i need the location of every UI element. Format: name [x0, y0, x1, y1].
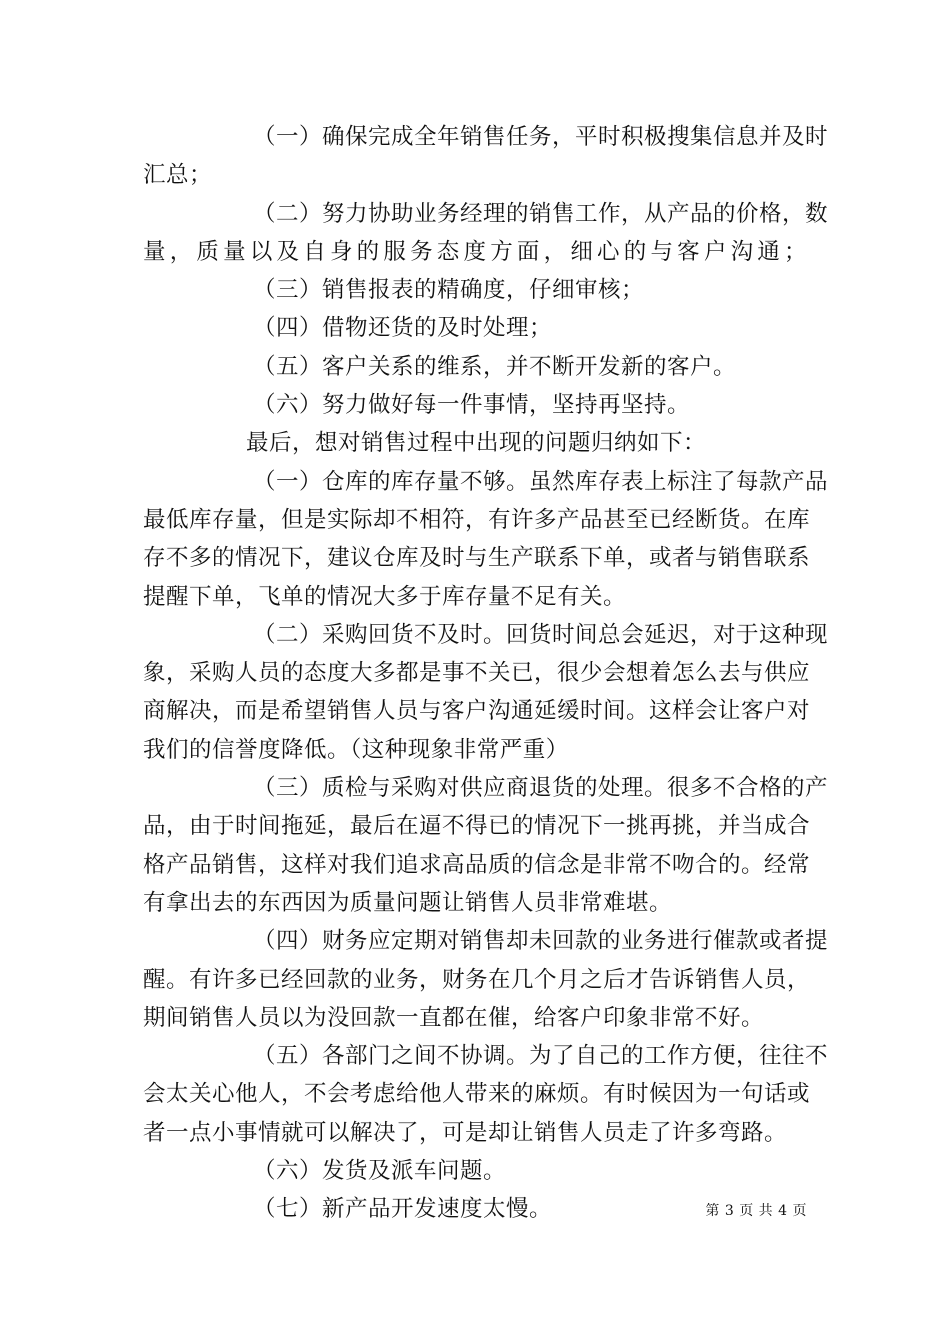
text-line: （六）努力做好每一件事情，坚持再坚持。 [253, 392, 691, 419]
text-line: 会太关心他人，不会考虑给他人带来的麻烦。有时候因为一句话或 [143, 1081, 811, 1108]
text-line: （五）各部门之间不协调。为了自己的工作方便，往往不 [253, 1043, 829, 1070]
text-line: 提醒下单，飞单的情况大多于库存量不足有关。 [143, 583, 627, 610]
document-body [143, 118, 829, 1229]
text-line: （一）仓库的库存量不够。虽然库存表上标注了每款产品 [253, 468, 829, 495]
text-line: 品，由于时间拖延，最后在逼不得已的情况下一挑再挑，并当成合 [143, 813, 811, 840]
text-line: 汇总； [143, 162, 213, 189]
text-line: 存不多的情况下，建议仓库及时与生产联系下单，或者与销售联系 [143, 545, 811, 572]
text-line: （四）财务应定期对销售却未回款的业务进行催款或者提 [253, 928, 829, 955]
text-line: （三）销售报表的精确度，仔细审核； [253, 277, 645, 304]
text-line: （四）借物还货的及时处理； [253, 315, 553, 342]
text-line: （二）努力协助业务经理的销售工作，从产品的价格，数 [253, 200, 829, 227]
text-line: （六）发货及派车问题。 [253, 1158, 507, 1185]
text-line: （三）质检与采购对供应商退货的处理。很多不合格的产 [253, 775, 829, 802]
text-line: 者一点小事情就可以解决了，可是却让销售人员走了许多弯路。 [143, 1119, 788, 1146]
text-line: 我们的信誉度降低。（这种现象非常严重） [143, 736, 569, 763]
text-line: 期间销售人员以为没回款一直都在催，给客户印象非常不好。 [143, 1004, 765, 1031]
text-line: 醒。有许多已经回款的业务，财务在几个月之后才告诉销售人员， [143, 966, 811, 993]
text-line: （二）采购回货不及时。回货时间总会延迟，对于这种现 [253, 621, 829, 648]
text-line: 象，采购人员的态度大多都是事不关已，很少会想着怎么去与供应 [143, 660, 811, 687]
text-line: （一）确保完成全年销售任务，平时积极搜集信息并及时 [253, 124, 829, 150]
text-line: 最低库存量，但是实际却不相符，有许多产品甚至已经断货。在库 [143, 506, 811, 533]
text-line: （五）客户关系的维系，并不断开发新的客户。 [253, 353, 737, 380]
text-line: 商解决，而是希望销售人员与客户沟通延缓时间。这样会让客户对 [143, 698, 811, 725]
text-line: 格产品销售，这样对我们追求高品质的信念是非常不吻合的。经常 [143, 851, 811, 878]
text-line: 量，质量以及自身的服务态度方面，细心的与客户沟通； [143, 238, 807, 265]
text-line: 最后，想对销售过程中出现的问题归纳如下： [246, 430, 707, 457]
text-line: 有拿出去的东西因为质量问题让销售人员非常难堪。 [143, 889, 673, 916]
page-number: 第 3 页 共 4 页 [705, 1203, 807, 1219]
text-line: （七）新产品开发速度太慢。 [253, 1196, 553, 1223]
